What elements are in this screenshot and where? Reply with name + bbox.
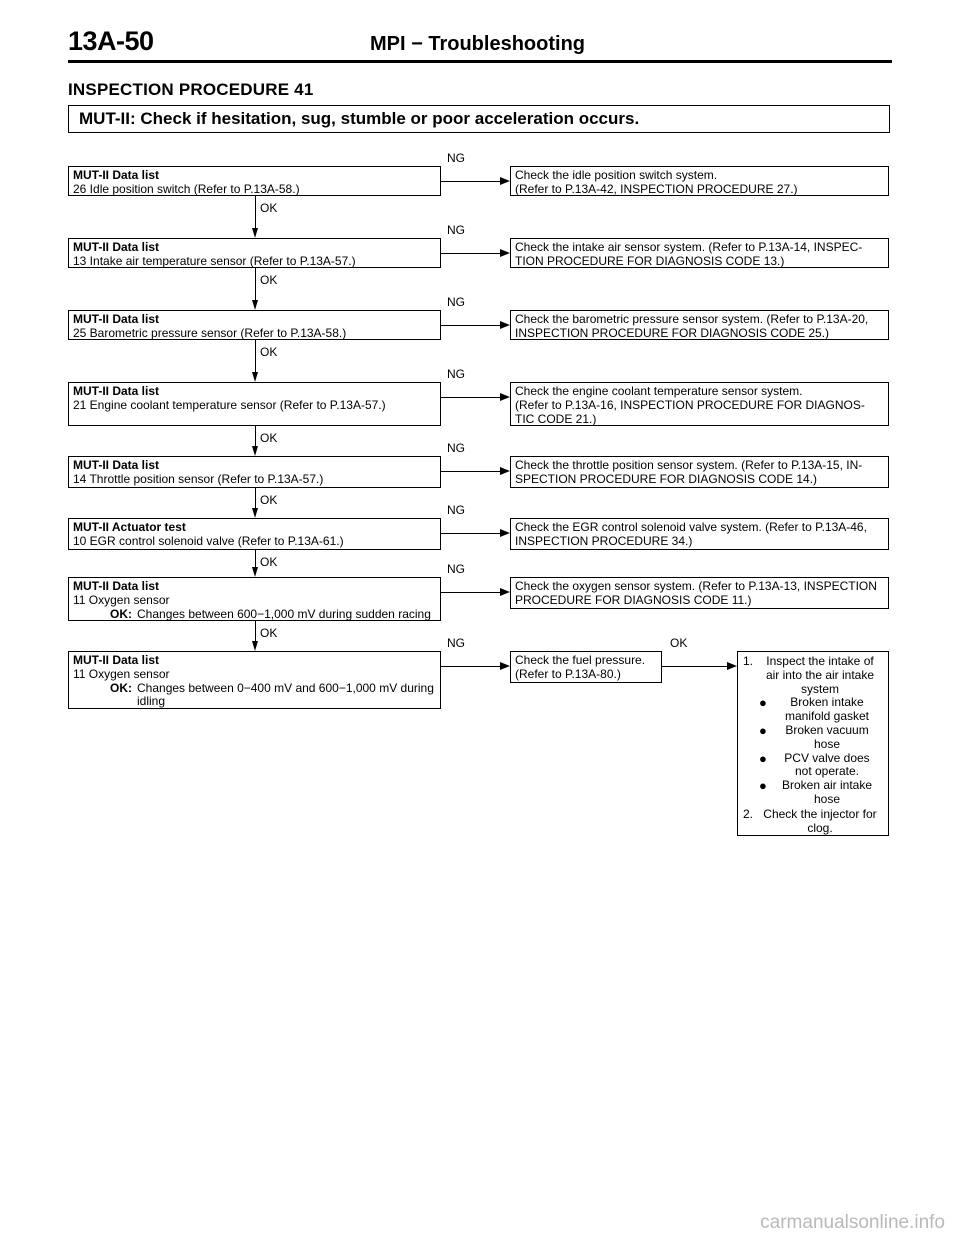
ng-connector-line <box>441 471 500 472</box>
check-step-title: MUT-II Data list <box>73 384 160 398</box>
ng-label: NG <box>447 503 465 517</box>
check-step-title: MUT-II Data list <box>73 168 160 182</box>
check-step-box <box>68 651 441 709</box>
final-item-2-text: Check the injector for clog. <box>763 806 877 835</box>
ok-label: OK <box>670 636 688 650</box>
ng-label: NG <box>447 223 465 237</box>
ok-criteria <box>73 682 436 710</box>
check-step-title: MUT-II Actuator test <box>73 520 186 534</box>
ng-action-box: Check the intake air sensor system. (Refer to P.13A-14, INSPEC- TION PROCEDURE FOR DIAGNOSIS CODE 13.) <box>510 238 889 268</box>
check-step-title: MUT-II Data list <box>73 653 160 667</box>
ok-connector-line <box>255 196 256 228</box>
check-statement-box: MUT-II: Check if hesitation, sug, stumble or poor acceleration occurs. <box>68 105 890 133</box>
final-item-2: 2. Check the injector for clog. <box>743 808 883 836</box>
check-step-box <box>68 382 441 426</box>
ng-action-box: Check the fuel pressure. (Refer to P.13A-80.) <box>510 651 662 683</box>
check-step-item: 10 EGR control solenoid valve (Refer to P.13A-61.) <box>73 533 344 548</box>
ok-criteria-label: OK: <box>110 606 132 621</box>
final-bullet-item <box>743 696 883 724</box>
ng-action-box: Check the oxygen sensor system. (Refer to P.13A-13, INSPECTION PROCEDURE FOR DIAGNOSIS CODE 11.) <box>510 577 889 609</box>
check-step-title: MUT-II Data list <box>73 312 160 326</box>
check-step-item: 25 Barometric pressure sensor (Refer to P.13A-58.) <box>73 325 347 340</box>
final-bullet-text: PCV valve does not operate. <box>784 750 870 779</box>
check-step-box <box>68 518 441 550</box>
ok-connector-line <box>255 268 256 300</box>
ng-action-box: Check the engine coolant temperature sensor system. (Refer to P.13A-16, INSPECTION PROCEDURE FOR DIAGNOS- TIC CODE 21.) <box>510 382 889 426</box>
ng-label: NG <box>447 295 465 309</box>
ok-connector-line <box>255 550 256 567</box>
ok-connector-line <box>662 666 727 667</box>
check-step-box <box>68 166 441 196</box>
ok-label: OK <box>260 493 278 507</box>
ng-arrow-icon <box>500 321 510 329</box>
ok-arrow-icon <box>252 508 258 518</box>
bullet-icon: ● <box>759 722 767 738</box>
ok-label: OK <box>260 431 278 445</box>
ok-criteria-text: Changes between 0−400 mV and 600−1,000 mV during idling <box>137 680 434 709</box>
ok-arrow-icon <box>727 662 737 670</box>
ng-label: NG <box>447 636 465 650</box>
check-step-item: 11 Oxygen sensor <box>73 666 170 681</box>
ok-criteria-label: OK: <box>110 680 132 695</box>
final-item-1-text: Inspect the intake of air into the air intake system <box>765 654 875 696</box>
check-step-item: 21 Engine coolant temperature sensor (Refer to P.13A-57.) <box>73 397 386 412</box>
ok-label: OK <box>260 345 278 359</box>
ng-action-box: Check the barometric pressure sensor system. (Refer to P.13A-20, INSPECTION PROCEDURE FOR DIAGNOSIS CODE 25.) <box>510 310 889 340</box>
final-bullet-text: Broken intake manifold gasket <box>784 695 870 724</box>
bullet-icon: ● <box>759 695 767 711</box>
final-item-1: 1. Inspect the intake of air into the air intake system <box>743 655 883 696</box>
final-bullet-item <box>743 779 883 807</box>
ng-arrow-icon <box>500 529 510 537</box>
ok-connector-line <box>255 340 256 372</box>
final-bullet-text: Broken air intake hose <box>781 778 873 806</box>
ok-connector-line <box>255 488 256 508</box>
procedure-heading: INSPECTION PROCEDURE 41 <box>68 80 314 99</box>
ng-label: NG <box>447 367 465 381</box>
page-number: 13A-50 <box>68 26 154 56</box>
ng-action-box: Check the throttle position sensor system. (Refer to P.13A-15, IN- SPECTION PROCEDURE FOR DIAGNOSIS CODE 14.) <box>510 456 889 488</box>
ok-label: OK <box>260 273 278 287</box>
ng-connector-line <box>441 181 500 182</box>
check-step-title: MUT-II Data list <box>73 240 160 254</box>
ng-label: NG <box>447 441 465 455</box>
ng-arrow-icon <box>500 393 510 401</box>
check-step-title: MUT-II Data list <box>73 458 160 472</box>
check-step-box <box>68 577 441 621</box>
ok-arrow-icon <box>252 641 258 651</box>
ok-criteria <box>73 608 436 622</box>
ng-arrow-icon <box>500 467 510 475</box>
section-title: MPI − Troubleshooting <box>370 33 585 55</box>
check-step-item: 14 Throttle position sensor (Refer to P.13A-57.) <box>73 471 324 486</box>
ng-arrow-icon <box>500 588 510 596</box>
check-step-box <box>68 238 441 268</box>
final-action-box <box>737 651 889 836</box>
final-bullet-text: Broken vacuum hose <box>785 722 869 751</box>
ok-arrow-icon <box>252 228 258 238</box>
ng-arrow-icon <box>500 177 510 185</box>
ok-connector-line <box>255 621 256 641</box>
header-rule <box>68 60 892 63</box>
check-step-box <box>68 310 441 340</box>
ng-arrow-icon <box>500 662 510 670</box>
ng-label: NG <box>447 151 465 165</box>
ng-arrow-icon <box>500 249 510 257</box>
ng-connector-line <box>441 666 500 667</box>
ok-label: OK <box>260 555 278 569</box>
ok-label: OK <box>260 201 278 215</box>
bullet-icon: ● <box>759 750 767 766</box>
ok-label: OK <box>260 626 278 640</box>
ok-connector-line <box>255 426 256 446</box>
check-step-item: 11 Oxygen sensor <box>73 592 170 607</box>
ok-arrow-icon <box>252 446 258 456</box>
check-step-item: 26 Idle position switch (Refer to P.13A-58.) <box>73 181 300 196</box>
ng-connector-line <box>441 253 500 254</box>
check-step-item: 13 Intake air temperature sensor (Refer to P.13A-57.) <box>73 253 356 268</box>
ng-action-box: Check the EGR control solenoid valve system. (Refer to P.13A-46, INSPECTION PROCEDURE 34.) <box>510 518 889 550</box>
bullet-icon: ● <box>759 778 767 794</box>
ok-arrow-icon <box>252 300 258 310</box>
ng-connector-line <box>441 592 500 593</box>
ng-connector-line <box>441 397 500 398</box>
check-step-title: MUT-II Data list <box>73 579 160 593</box>
final-bullet-item <box>743 752 883 780</box>
ok-arrow-icon <box>252 567 258 577</box>
watermark: carmanualsonline.info <box>760 1212 945 1233</box>
ng-connector-line <box>441 533 500 534</box>
check-step-box <box>68 456 441 488</box>
final-bullet-item <box>743 724 883 752</box>
ok-criteria-text: Changes between 600−1,000 mV during sudden racing <box>137 606 431 621</box>
ng-label: NG <box>447 562 465 576</box>
ng-action-box: Check the idle position switch system. (Refer to P.13A-42, INSPECTION PROCEDURE 27.) <box>510 166 889 196</box>
ng-connector-line <box>441 325 500 326</box>
ok-arrow-icon <box>252 372 258 382</box>
